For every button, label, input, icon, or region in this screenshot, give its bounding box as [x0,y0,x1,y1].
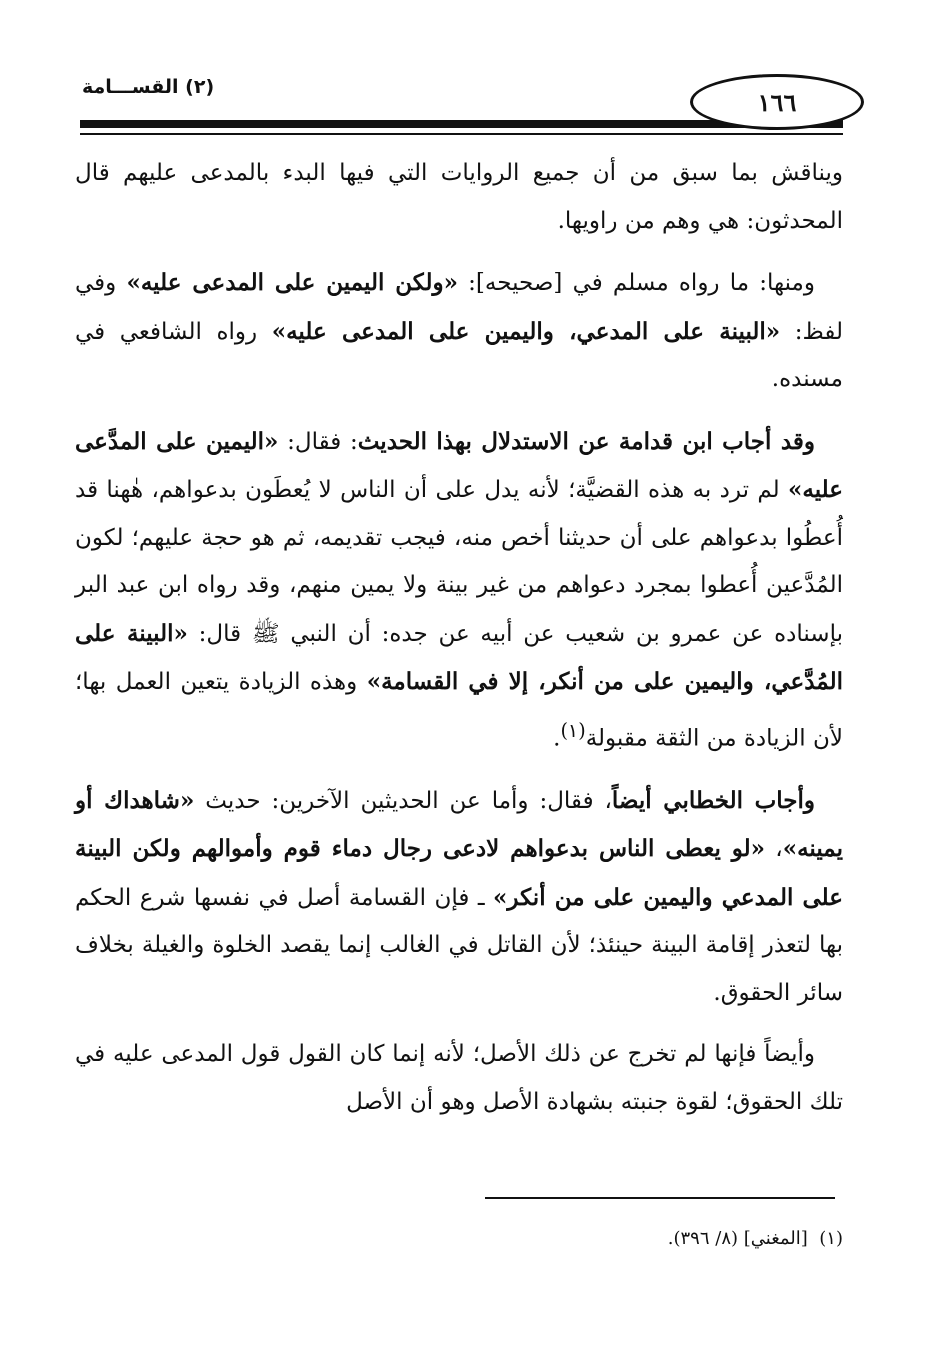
paragraph-text: لم ترد به هذه القضيَّة؛ لأنه يدل على أن الناس لا يُعطَون بدعواهم، هٰهنا قد أُعطُوا بدعواهم على أن حديثنا أخص منه، فيجب تقديمه، ثم هو حجة عليهم؛ لكون المُدَّعين أُعطوا بمجرد دعواهم من غير بينة ولا يمين منهم، وقد رواه ابن عبد البر بإسناده عن عمرو بن شعيب عن أبيه عن جده: أن النبي ﷺ قال: [75,477,843,647]
paragraph-lead: وقد أجاب ابن قدامة عن الاستدلال بهذا الحديث [357,427,815,455]
paragraph-1 [75,150,843,245]
page-number: ١٦٦ [690,74,864,130]
hadith-quote: «لو يعطى الناس بدعواهم لادعى رجال دماء قوم وأموالهم ولكن البينة على المدعي واليمين على من أنكر» [75,835,844,911]
footnote-text: [المغني] (٨/ ٣٩٦). [667,1228,808,1249]
header-rule-thin [80,133,843,135]
hadith-quote: «ولكن اليمين على المدعى عليه» [126,269,458,296]
page-header [70,60,843,140]
paragraph-text: ـ فإن القسامة أصل في نفسها شرع الحكم بها لتعذر إقامة البينة حينئذ؛ لأن القاتل في الغالب إنما يقصد الخلوة والغيلة بخلاف سائر الحقوق. [75,884,843,1006]
paragraph-text: ، فقال: وأما عن الحديثين الآخرين: حديث [194,787,612,814]
main-text [75,150,843,1140]
paragraph-text: ومنها: ما رواه مسلم في [صحيحه]: [457,270,815,296]
footnote-marker: (١) [819,1228,843,1249]
hadith-quote: «البينة على المدعي، واليمين على المدعى عليه» [271,317,781,345]
paragraph-text: : فقال: [278,428,358,455]
paragraph-text: وأيضاً فإنها لم تخرج عن ذلك الأصل؛ لأنه إنما كان القول قول المدعى عليه في تلك الحقوق؛ لقوة جنبته بشهادة الأصل وهو أن الأصل [75,1041,843,1115]
paragraph-3 [75,418,843,763]
paragraph-2 [75,259,843,404]
footnote-divider [485,1197,835,1199]
paragraph-4 [75,777,843,1018]
paragraph-lead: وأجاب الخطابي أيضاً [611,786,815,814]
running-title: (٢) القســـامة [82,76,215,98]
paragraph-text: وهذه الزيادة يتعين العمل بها؛ لأن الزيادة من الثقة مقبولة [75,669,843,752]
paragraph-5 [75,1031,843,1126]
footnote-item [75,1228,843,1249]
footnote-ref[interactable]: (١) [560,718,586,742]
hadith-quote: «اليمين على المدَّعى عليه» [75,427,843,503]
paragraph-text: ويناقش بما سبق من أن جميع الروايات التي فيها البدء بالمدعى عليهم قال المحدثون: هي وهم من راويها. [75,160,843,234]
paragraph-text: . [553,725,561,752]
hadith-quote: «شاهداك أو يمينه» [75,786,843,863]
paragraph-text: وفي لفظ: [75,270,843,345]
paragraph-text: ، [765,836,783,863]
footnotes [75,1228,843,1249]
hadith-quote: «البينة على المُدَّعي، واليمين على من أنكر، إلا في القسامة» [75,619,843,695]
paragraph-text: رواه الشافعي في مسنده. [75,318,843,392]
